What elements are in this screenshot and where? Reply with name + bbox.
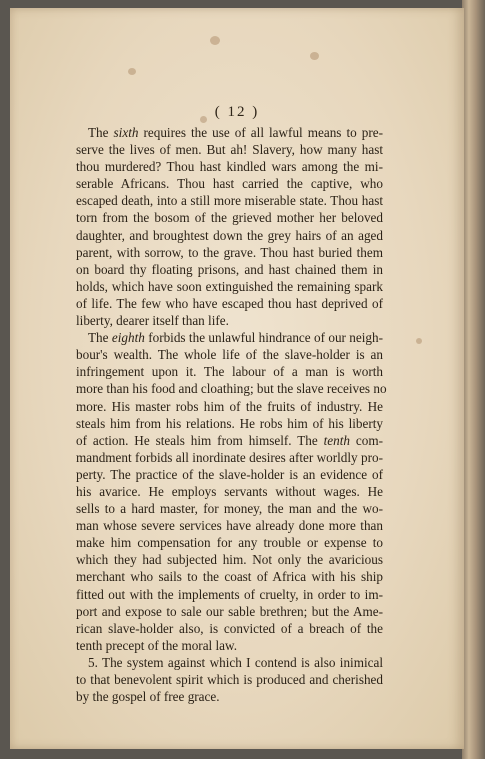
text-line [76,415,383,432]
foxing-spot [210,36,220,45]
text-line [76,261,383,278]
text-line [76,568,383,585]
adjacent-page-edge [462,0,485,759]
text-segment: holds, which have soon extinguished the remaining spark [76,278,383,294]
text-segment: thou murdered? Thou hast kindled wars among the mi- [76,159,383,175]
text-segment: bour's wealth. The whole life of the slave-holder is an [76,347,383,363]
text-line [76,329,383,346]
text-line [76,175,383,192]
text-line [76,586,383,603]
text-segment: to that benevolent spirit which is produced and cherished [76,672,383,687]
text-line [76,380,387,397]
text-line [76,688,383,705]
text-segment: com- [350,432,383,448]
text-segment: sells to a hard master, for money, the man and the wo- [76,501,383,517]
text-segment: liberty, dearer itself than life. [76,313,229,329]
text-line [76,124,383,141]
text-line [76,141,383,158]
text-segment: fitted out with the implements of cruelty, in order to im- [76,586,383,602]
text-segment: torn from the bosom of the grieved mother her beloved [76,210,383,226]
text-segment: of action. He steals him from himself. The [76,432,324,448]
foxing-spot [310,52,319,60]
text-segment: infringement upon it. The labour of a man is worth [76,364,383,380]
text-segment: forbids the unlawful hindrance of our neigh- [144,330,383,346]
text-line [76,346,383,363]
text-segment: serve the lives of men. But ah! Slavery, how many hast [76,142,383,158]
text-segment: 5. The system against which I contend is also inimical [88,654,383,670]
text-segment: by the gospel of free grace. [76,689,220,705]
text-line [76,192,383,209]
text-segment: steals him from his relations. He robs him of his liberty [76,415,383,431]
text-segment: port and expose to sale our sable brethren; but the Ame- [76,603,383,619]
text-segment: perty. The practice of the slave-holder is an evidence of [76,466,383,482]
text-line [76,227,383,244]
text-line [76,671,383,688]
text-segment: merchant who sails to the coast of Africa with his ship [76,569,383,585]
text-segment: requires the use of all lawful means to pre- [138,125,383,140]
text-segment: The [88,330,112,346]
text-segment: daughter, and broughtest down the grey hairs of an aged [76,227,383,243]
text-line [76,637,383,654]
text-segment: tenth precept of the moral law. [76,637,237,653]
italic-word: sixth [113,125,139,140]
text-segment: rican slave-holder also, is convicted of a breach of the [76,620,383,636]
text-segment: escaped death, into a still more miserable state. Thou hast [76,193,383,209]
text-segment: parent, with sorrow, to the grave. Thou hast buried them [76,244,383,260]
text-segment: more. His master robs him of the fruits of industry. He [76,398,383,414]
text-line [76,534,383,551]
text-line [76,295,383,312]
page-number: ( 12 ) [214,104,260,120]
text-segment: The [88,125,114,140]
text-line [76,278,383,295]
text-segment: which they had subjected him. Not only the avaricious [76,552,383,568]
text-line [76,654,383,671]
text-line [76,620,383,637]
text-line [76,603,383,620]
text-segment: serable Africans. Thou hast carried the captive, who [76,176,383,192]
text-segment: make him compensation for any trouble or expense to [76,535,383,551]
text-segment: on board thy floating prisons, and hast chained them in [76,261,383,277]
page-body-text [76,124,387,705]
text-line [76,483,383,500]
text-line [76,363,383,380]
foxing-spot [416,338,422,344]
text-line [76,244,383,261]
foxing-spot [128,68,136,75]
text-line [76,398,383,415]
text-line [76,551,383,568]
text-line [76,432,383,449]
italic-word: tenth [323,432,350,448]
text-segment: mandment forbids all inordinate desires after worldly pro- [76,449,383,465]
text-line [76,517,383,534]
text-line [76,500,383,517]
text-line [76,158,383,175]
text-line [76,449,383,466]
text-segment: man whose severe services have already done more than [76,518,383,534]
text-line [76,312,383,329]
italic-word: eighth [111,330,145,346]
text-segment: his avarice. He employs servants without wages. He [76,483,383,499]
text-line [76,209,383,226]
text-line [76,466,383,483]
text-segment: of life. The few who have escaped thou hast deprived of [76,295,383,311]
text-segment: more than his food and cloathing; but the slave receives no [76,381,387,397]
